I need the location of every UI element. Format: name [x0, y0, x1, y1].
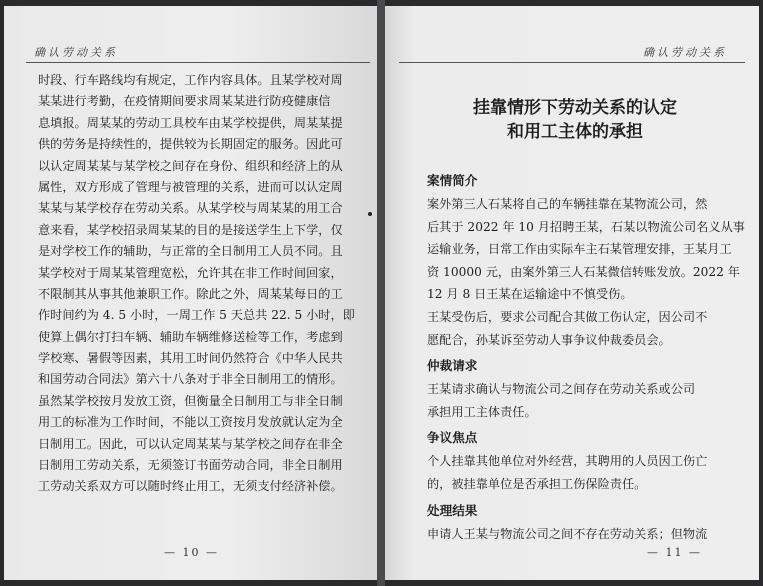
header-rule — [26, 62, 370, 63]
text-line: 工劳动关系双方可以随时终止用工，无须支付经济补偿。 — [38, 479, 343, 494]
text-line: 的，被挂靠单位是否承担工伤保险责任。 — [427, 476, 647, 491]
text-line: 后其于 2022 年 10 月招聘王某，石某以物流公司名义从事 — [427, 219, 745, 234]
text-line: 某学校对于周某某管理宽松，允许其在非工作时间回家， — [38, 265, 343, 280]
text-line: 属性，双方形成了管理与被管理的关系，进而可以认定周 — [38, 179, 343, 194]
margin-mark — [368, 212, 372, 216]
page-number: — 11 — — [647, 546, 702, 559]
text-line: 申请人王某与物流公司之间不存在劳动关系；但物流 — [427, 526, 708, 541]
text-line: 愿配合，孙某诉至劳动人事争议仲裁委员会。 — [427, 332, 671, 347]
chapter-title-line2: 和用工主体的承担 — [507, 122, 643, 142]
text-line: 日制用工劳动关系，无须签订书面劳动合同，非全日制用 — [38, 458, 343, 473]
text-line: 资 10000 元，由案外第三人石某微信转账发放。2022 年 — [427, 264, 740, 279]
text-line: 王某受伤后，要求公司配合其做工伤认定，因公司不 — [427, 309, 708, 324]
text-line: 使算上偶尔打扫车辆、辅助车辆维修送检等工作，考虑到 — [38, 329, 343, 344]
text-line: 某某与某学校存在劳动关系。从某学校与周某某的用工合 — [38, 201, 343, 216]
text-line: 个人挂靠其他单位对外经营，其聘用的人员因工伤亡 — [427, 454, 708, 469]
text-line: 时段、行车路线均有规定，工作内容具体。且某学校对周 — [38, 73, 343, 87]
text-line: 和国劳动合同法》第六十八条对于非全日制用工的情形。 — [38, 372, 343, 387]
text-line: 意来看，某学校招录周某某的目的是接送学生上下学，仅 — [38, 222, 343, 237]
section-heading: 处理结果 — [427, 502, 478, 518]
text-line: 案外第三人石某将自己的车辆挂靠在某物流公司，然 — [427, 197, 708, 211]
text-line: 王某请求确认与物流公司之间存在劳动关系或公司 — [427, 382, 696, 397]
text-line: 12 月 8 日王某在运输途中不慎受伤。 — [427, 287, 633, 302]
running-head: 确认劳动关系 — [34, 46, 118, 59]
text-line: 虽然某学校按月发放工资，但衡量全日制用工与非全日制 — [38, 393, 343, 408]
running-head: 确认劳动关系 — [643, 46, 727, 59]
page-number: — 10 — — [164, 546, 219, 559]
text-line: 不限制其从事其他兼职工作。除此之外，周某某每日的工 — [38, 286, 343, 301]
right-page — [385, 6, 759, 580]
section-heading: 仲裁请求 — [427, 358, 478, 374]
text-line: 运输业务，日常工作由实际车主石某管理安排，王某月工 — [427, 242, 732, 257]
chapter-title-line1: 挂靠情形下劳动关系的认定 — [473, 98, 677, 118]
text-line: 承担用工主体责任。 — [427, 404, 537, 419]
text-line: 日制用工。因此，可以认定周某某与某学校之间存在非全 — [38, 436, 343, 451]
text-line: 用工的标准为工作时间，不能以工资按月发放就认定为全 — [38, 415, 343, 430]
left-page — [4, 6, 377, 580]
text-line: 作时间约为 4. 5 小时，一周工作 5 天总共 22. 5 小时，即 — [38, 308, 355, 323]
section-heading: 案情简介 — [427, 173, 478, 188]
book-gutter — [377, 0, 385, 586]
text-line: 以认定周某某与某学校之间存在身份、组织和经济上的从 — [38, 158, 343, 173]
section-heading: 争议焦点 — [427, 430, 478, 446]
body-text — [38, 70, 368, 498]
header-rule — [399, 62, 745, 63]
text-line: 是对学校工作的辅助，与正常的全日制用工人员不同。且 — [38, 244, 343, 259]
text-line: 学校寒、暑假等因素，其用工时间仍然符合《中华人民共 — [38, 351, 343, 366]
article-content — [427, 166, 747, 545]
text-line: 某某进行考勤，在疫情期间要求周某某进行防疫健康信 — [38, 94, 331, 109]
text-line: 息填报。周某某的劳动工具校车由某学校提供，周某某提 — [38, 115, 343, 130]
text-line: 供的劳务是持续性的，提供较为长期固定的服务。因此可 — [38, 137, 343, 152]
